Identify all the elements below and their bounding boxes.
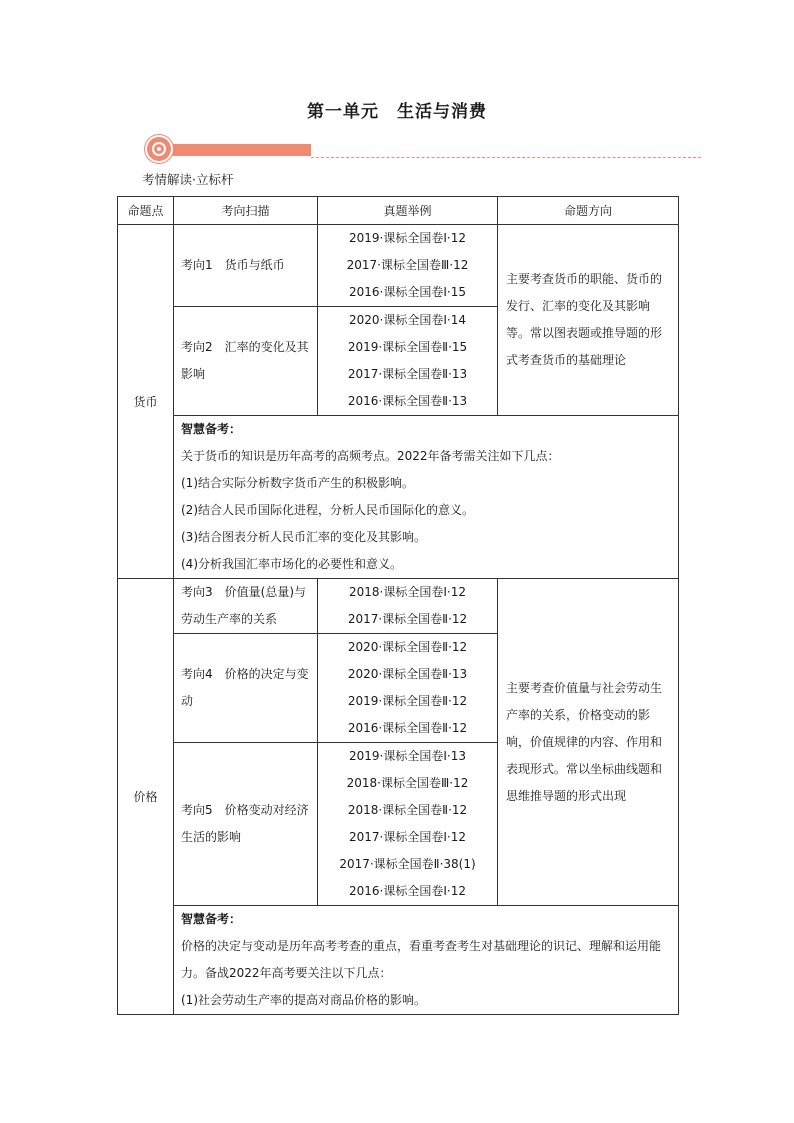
direction-cell: 考向4 价格的决定与变动 [174,634,318,743]
exam-item: 2020·课标全国卷Ⅰ·14 [349,313,466,327]
exam-analysis-table [117,196,679,1015]
exam-item: 2019·课标全国卷Ⅱ·12 [347,694,468,708]
exam-cell [318,634,498,743]
note-line: (2)结合人民币国际化进程，分析人民币国际化的意义。 [181,503,475,517]
exam-item: 2019·课标全国卷Ⅱ·15 [347,340,468,354]
mingti-cell: 主要考查货币的职能、货币的发行、汇率的变化及其影响等。常以图表题或推导题的形式考查货币的基础理论 [498,225,679,416]
table-row [118,906,679,1015]
note-line: 关于货币的知识是历年高考的高频考点。2022年备考需关注如下几点： [181,449,560,463]
exam-cell [318,307,498,416]
note-title: 智慧备考： [181,912,242,926]
exam-item: 2017·课标全国卷Ⅱ·13 [347,367,468,381]
exam-item: 2018·课标全国卷Ⅲ·12 [346,776,469,790]
section-banner [141,134,311,161]
direction-cell: 考向5 价格变动对经济生活的影响 [174,743,318,906]
topic-cell: 货币 [118,225,174,579]
exam-item: 2019·课标全国卷Ⅰ·13 [349,749,466,763]
target-icon [145,135,173,163]
note-line: (1)社会劳动生产率的提高对商品价格的影响。 [181,993,426,1007]
exam-item: 2017·课标全国卷Ⅱ·12 [347,612,468,626]
header-exams: 真题举例 [318,197,498,225]
exam-item: 2017·课标全国卷Ⅱ·38(1) [339,857,476,871]
note-line: 价格的决定与变动是历年高考考查的重点，看重考查考生对基础理论的识记、理解和运用能力。备战2022年高考要关注以下几点： [181,939,662,980]
direction-cell: 考向3 价值量(总量)与劳动生产率的关系 [174,579,318,634]
exam-cell [318,743,498,906]
direction-cell: 考向2 汇率的变化及其影响 [174,307,318,416]
header-topic: 命题点 [118,197,174,225]
exam-item: 2016·课标全国卷Ⅰ·12 [349,884,466,898]
table-row [118,416,679,579]
exam-item: 2016·课标全国卷Ⅱ·12 [347,721,468,735]
note-title: 智慧备考： [181,422,242,436]
header-direction: 考向扫描 [174,197,318,225]
exam-item: 2019·课标全国卷Ⅰ·12 [349,231,466,245]
exam-item: 2016·课标全国卷Ⅰ·15 [349,285,466,299]
exam-item: 2018·课标全国卷Ⅰ·12 [349,585,466,599]
note-line: (1)结合实际分析数字货币产生的积极影响。 [181,476,414,490]
exam-item: 2020·课标全国卷Ⅱ·13 [347,667,468,681]
page-title: 第一单元 生活与消费 [307,102,487,122]
section-label: 考情解读·立标杆 [142,172,234,187]
exam-cell [318,579,498,634]
header-mingti: 命题方向 [498,197,679,225]
exam-item: 2018·课标全国卷Ⅱ·12 [347,803,468,817]
exam-item: 2020·课标全国卷Ⅱ·12 [347,640,468,654]
banner-bar [149,144,311,156]
exam-item: 2017·课标全国卷Ⅰ·12 [349,830,466,844]
exam-item: 2017·课标全国卷Ⅲ·12 [346,258,469,272]
exam-cell [318,225,498,307]
topic-cell: 价格 [118,579,174,1015]
note-cell [174,906,679,1015]
dashed-divider [311,157,701,158]
note-line: (4)分析我国汇率市场化的必要性和意义。 [181,557,402,571]
table-row [118,225,679,307]
mingti-cell: 主要考查价值量与社会劳动生产率的关系，价格变动的影响，价值规律的内容、作用和表现形式。常以坐标曲线题和思维推导题的形式出现 [498,579,679,906]
exam-item: 2016·课标全国卷Ⅱ·13 [347,394,468,408]
table-header-row [118,197,679,225]
direction-cell: 考向1 货币与纸币 [174,225,318,307]
note-line: (3)结合图表分析人民币汇率的变化及其影响。 [181,530,426,544]
note-cell [174,416,679,579]
table-row [118,579,679,634]
